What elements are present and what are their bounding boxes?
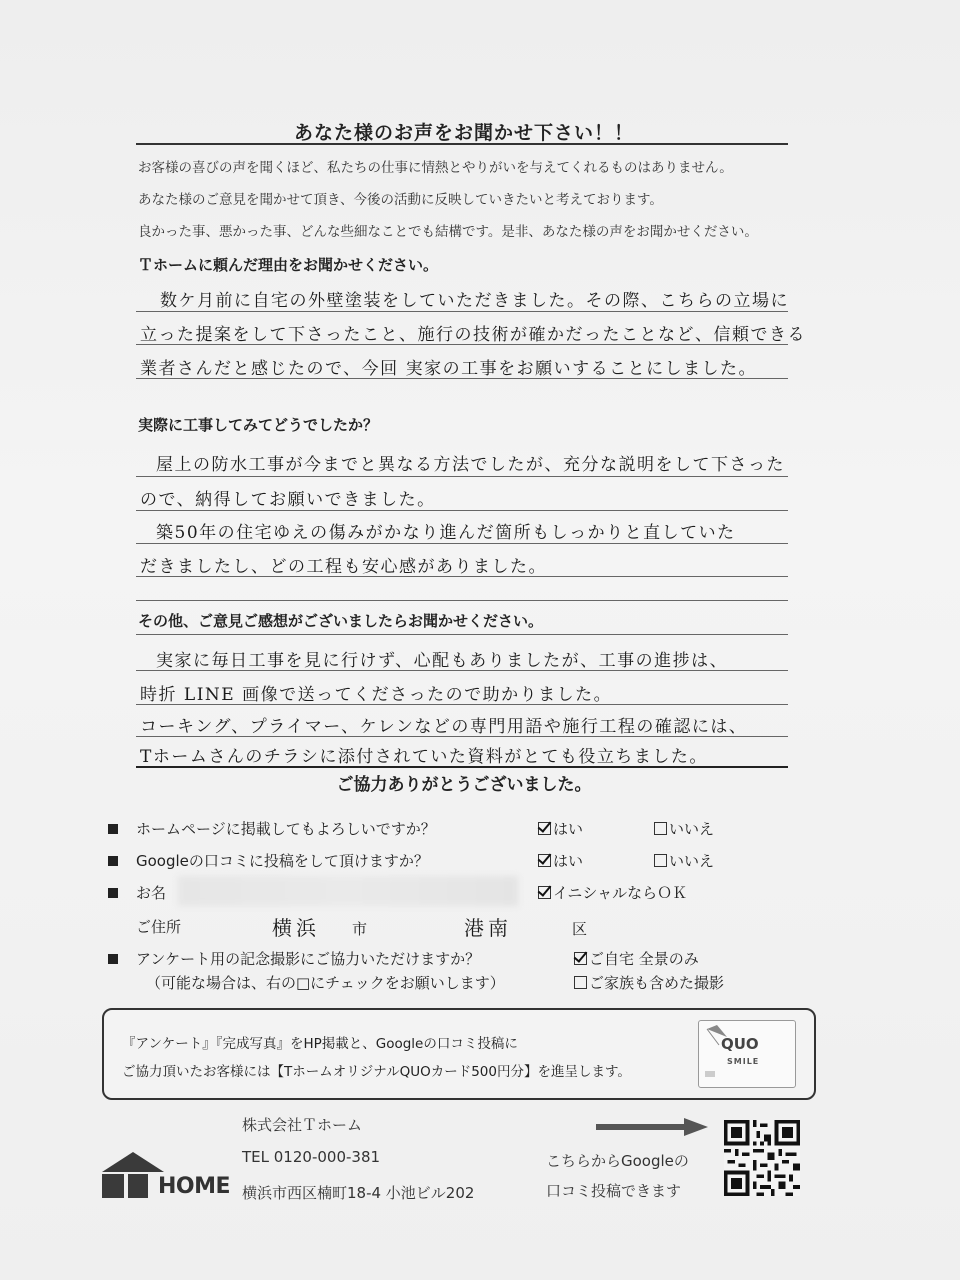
intro-line-1: お客様の喜びの声を聞くほど、私たちの仕事に情熱とやりがいを与えてくれるものはありません。 (138, 160, 733, 176)
q3-rule-2 (136, 704, 788, 705)
intro-line-3: 良かった事、悪かった事、どんな些細なことでも結構です。是非、あなた様の声をお聞かせください。 (138, 224, 758, 240)
address-city: 横浜 (272, 916, 320, 940)
q1-heading: Ｔホームに頼んだ理由をお聞かせください。 (138, 256, 439, 274)
homepage-question: ホームページに掲載してもよろしいですか？ (136, 820, 436, 838)
intro-line-2: あなた様のご意見を聞かせて頂き、今後の活動に反映していきたいと考えております。 (138, 192, 663, 208)
q3-rule-1 (136, 670, 788, 671)
thome-house-logo-icon (102, 1150, 164, 1200)
q2-rule-4 (136, 576, 788, 577)
q3-heading: その他、ご意見ご感想がございましたらお聞かせください。 (138, 612, 544, 630)
q2-answer-line-2: ので、納得してお願いできました。 (140, 490, 436, 510)
homepage-yes-label: はい (553, 820, 584, 838)
q2-rule-3 (136, 543, 788, 544)
address-ward-suffix: 区 (572, 920, 588, 938)
quo-card-image (698, 1020, 796, 1088)
quo-card-sub: SMILE (727, 1057, 760, 1066)
promo-line-2: ご協力頂いたお客様には【TホームオリジナルQUOカード500円分】を進呈します。 (122, 1064, 631, 1080)
initials-ok-option[interactable] (538, 882, 687, 903)
page-title: あなた様のお声をお聞かせ下さい！！ (293, 122, 634, 144)
q3-answer-line-4: Tホームさんのチラシに添付されていた資料がとても役立ちました。 (140, 747, 708, 767)
title-divider (136, 143, 788, 145)
google-yes-label: はい (553, 852, 584, 870)
q3-rule-3 (136, 736, 788, 737)
homepage-no-label: いいえ (669, 820, 715, 838)
q1-answer-line-2: 立った提案をして下さったこと、施行の技術が確かだったことなど、信頼できる (140, 325, 806, 345)
quo-card-ribbon-icon (699, 1021, 795, 1087)
bullet-square (108, 856, 118, 866)
photo-exterior-label: ご自宅 全景のみ (589, 950, 699, 968)
q1-rule-1 (136, 311, 788, 312)
homepage-yes-option[interactable] (538, 818, 583, 839)
homepage-no-option[interactable] (654, 818, 714, 839)
q2-heading: 実際に工事してみてどうでしたか？ (138, 416, 379, 434)
google-no-label: いいえ (669, 852, 715, 870)
photo-family-checkbox[interactable] (574, 976, 587, 989)
qr-code-icon[interactable] (724, 1120, 800, 1196)
q1-answer-line-3: 業者さんだと感じたので、今回 実家の工事をお願いすることにしました。 (140, 359, 758, 379)
bullet-square (108, 824, 118, 834)
thanks-message: ご協力ありがとうございました。 (336, 775, 592, 795)
address-label: ご住所 (136, 918, 182, 936)
google-yes-option[interactable] (538, 850, 583, 871)
q2-rule-1 (136, 476, 788, 477)
photo-question: アンケート用の記念撮影にご協力いただけますか？ (136, 950, 481, 968)
quo-card-logo: QUO (721, 1035, 759, 1053)
company-name: 株式会社Ｔホーム (242, 1116, 363, 1134)
initials-ok-label: イニシャルならＯＫ (553, 884, 688, 902)
q1-answer-line-1: 数ケ月前に自宅の外壁塗装をしていただきました。その際、こちらの立場に (160, 291, 789, 311)
company-tel: TEL 0120-000-381 (242, 1148, 381, 1166)
q3-answer-line-2: 時折 LINE 画像で送ってくださったので助かりました。 (140, 685, 613, 705)
q2-answer-line-1: 屋上の防水工事が今までと異なる方法でしたが、充分な説明をして下さった (156, 455, 785, 475)
q3-answer-line-1: 実家に毎日工事を見に行けず、心配もありましたが、工事の進捗は、 (156, 651, 729, 671)
q1-rule-2 (136, 344, 788, 345)
q2-answer-line-4: だきましたし、どの工程も安心感がありました。 (140, 557, 547, 577)
q1-rule-3 (136, 378, 788, 379)
photo-exterior-checkbox[interactable] (574, 952, 587, 965)
homepage-no-checkbox[interactable] (654, 822, 667, 835)
google-question: Googleの口コミに投稿をして頂けますか？ (136, 852, 429, 870)
photo-option-family[interactable] (574, 972, 724, 993)
arrow-right-icon (596, 1118, 708, 1136)
redacted-name (178, 876, 518, 906)
google-no-option[interactable] (654, 850, 714, 871)
q2-rule-5 (136, 600, 788, 601)
photo-note: （可能な場合は、右の□にチェックをお願いします） (146, 974, 505, 992)
logo-text: HOME (158, 1174, 231, 1199)
bullet-square (108, 954, 118, 964)
photo-family-label: ご家族も含めた撮影 (589, 974, 725, 992)
google-no-checkbox[interactable] (654, 854, 667, 867)
q3-answer-line-3: コーキング、プライマー、ケレンなどの専門用語や施行工程の確認には、 (140, 717, 748, 737)
google-review-line-2: 口コミ投稿できます (546, 1182, 682, 1200)
name-label: お名 (136, 884, 167, 902)
q3-rule-0 (136, 634, 788, 635)
q2-rule-2 (136, 510, 788, 511)
company-address: 横浜市西区楠町18-4 小池ビル202 (242, 1184, 475, 1202)
promo-line-1: 『アンケート』『完成写真』をHP掲載と、Googleの口コミ投稿に (122, 1036, 518, 1052)
bullet-square (108, 888, 118, 898)
address-city-suffix: 市 (352, 920, 368, 938)
q2-answer-line-3: 築50年の住宅ゆえの傷みがかなり進んだ箇所もしっかりと直していた (156, 523, 736, 543)
google-yes-checkbox[interactable] (538, 854, 551, 867)
address-ward: 港南 (464, 916, 512, 940)
homepage-yes-checkbox[interactable] (538, 822, 551, 835)
initials-ok-checkbox[interactable] (538, 886, 551, 899)
photo-option-exterior[interactable] (574, 948, 699, 969)
q3-rule-4 (136, 766, 788, 768)
promo-box (102, 1008, 816, 1100)
google-review-line-1: こちらからGoogleの (546, 1152, 689, 1170)
